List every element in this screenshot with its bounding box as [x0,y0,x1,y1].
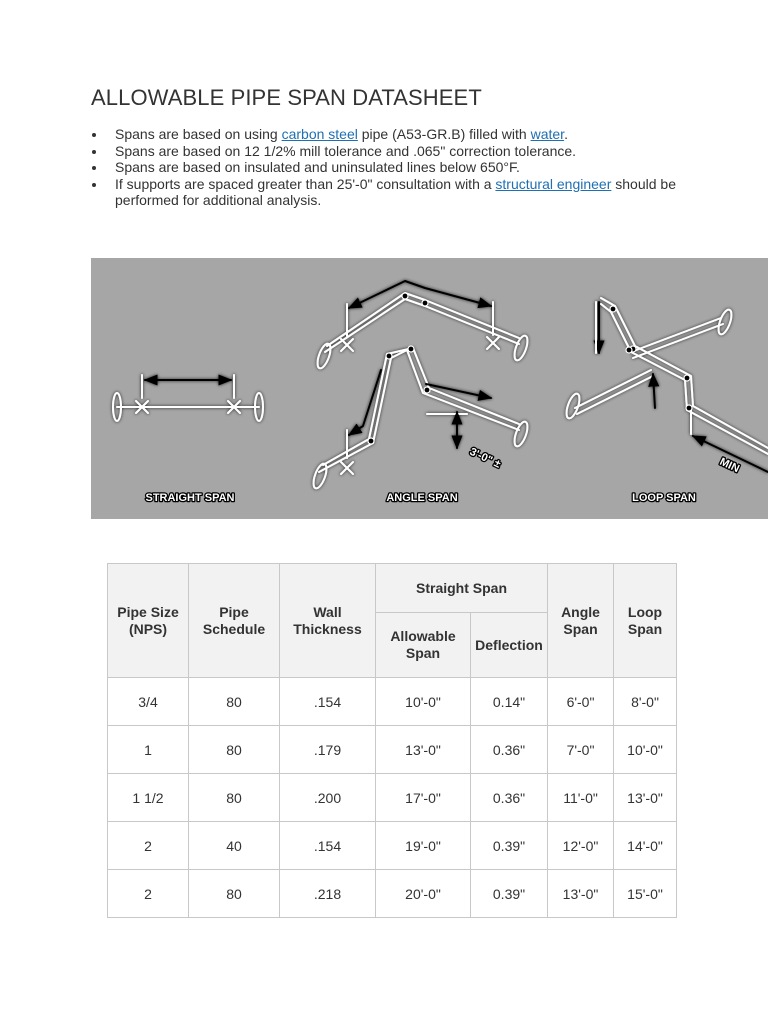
cell-deflection: 0.36" [471,726,548,774]
table-row [108,822,677,870]
table-row [108,726,677,774]
cell-allowable-span: 13'-0" [376,726,471,774]
cell-angle-span: 12'-0" [548,822,614,870]
cell-wall-thickness: .179 [280,726,376,774]
cell-pipe-size: 1 [108,726,189,774]
cell-allowable-span: 17'-0" [376,774,471,822]
cell-wall-thickness: .154 [280,678,376,726]
bullet-text: should be performed for additional analysis. [115,175,676,209]
span-table [107,563,677,918]
pipe-span-diagram [91,258,768,519]
cell-pipe-schedule: 80 [189,870,280,918]
structural-engineer-link[interactable]: structural engineer [495,175,612,192]
bullet-text: If supports are spaced greater than 25'-0" consultation with a [115,175,496,192]
pipe-span-illustration [91,258,768,519]
list-item [91,143,691,160]
list-item [91,126,691,143]
header-deflection: Deflection [471,613,548,678]
cell-loop-span: 10'-0" [614,726,677,774]
cell-angle-span: 11'-0" [548,774,614,822]
list-item [91,176,691,209]
cell-wall-thickness: .154 [280,822,376,870]
cell-allowable-span: 10'-0" [376,678,471,726]
cell-pipe-schedule: 40 [189,822,280,870]
cell-pipe-size: 1 1/2 [108,774,189,822]
list-item [91,159,691,176]
cell-pipe-schedule: 80 [189,774,280,822]
table-row [108,870,677,918]
min-label: MIN [717,455,742,476]
cell-angle-span: 7'-0" [548,726,614,774]
cell-deflection: 0.36" [471,774,548,822]
bullet-text: . [564,126,568,142]
bullet-text: Spans are based on using [115,126,282,142]
cell-deflection: 0.39" [471,822,548,870]
header-pipe-size: Pipe Size (NPS) [108,564,189,678]
carbon-steel-link[interactable]: carbon steel [281,126,358,142]
dimension-label: 3'-0" ± [467,445,503,471]
loop-span-label: LOOP SPAN [632,492,696,504]
header-straight-span: Straight Span [376,564,548,613]
notes-list [91,126,691,209]
header-angle-span: Angle Span [548,564,614,678]
cell-pipe-schedule: 80 [189,678,280,726]
cell-allowable-span: 20'-0" [376,870,471,918]
cell-loop-span: 15'-0" [614,870,677,918]
straight-span-figure [113,375,263,421]
cell-pipe-size: 2 [108,870,189,918]
straight-span-label: STRAIGHT SPAN [145,492,235,504]
table-row [108,678,677,726]
cell-allowable-span: 19'-0" [376,822,471,870]
header-allowable-span: Allowable Span [376,613,471,678]
header-wall-thickness: Wall Thickness [280,564,376,678]
loop-span-figure [564,298,768,472]
cell-loop-span: 13'-0" [614,774,677,822]
cell-angle-span: 6'-0" [548,678,614,726]
bullet-text: pipe (A53-GR.B) filled with [357,126,531,142]
cell-angle-span: 13'-0" [548,870,614,918]
cell-pipe-schedule: 80 [189,726,280,774]
header-loop-span: Loop Span [614,564,677,678]
cell-pipe-size: 2 [108,822,189,870]
cell-wall-thickness: .200 [280,774,376,822]
cell-loop-span: 8'-0" [614,678,677,726]
cell-loop-span: 14'-0" [614,822,677,870]
cell-deflection: 0.39" [471,870,548,918]
cell-pipe-size: 3/4 [108,678,189,726]
water-link[interactable]: water [530,126,565,142]
cell-wall-thickness: .218 [280,870,376,918]
cell-deflection: 0.14" [471,678,548,726]
table-row [108,774,677,822]
bullet-text: Spans are based on 12 1/2% mill tolerance and .065" correction tolerance. [115,142,577,159]
header-pipe-schedule: Pipe Schedule [189,564,280,678]
angle-span-label: ANGLE SPAN [386,492,458,504]
page-title: ALLOWABLE PIPE SPAN DATASHEET [91,85,482,110]
bullet-text: Spans are based on insulated and uninsulated lines below 650°F. [115,159,520,176]
